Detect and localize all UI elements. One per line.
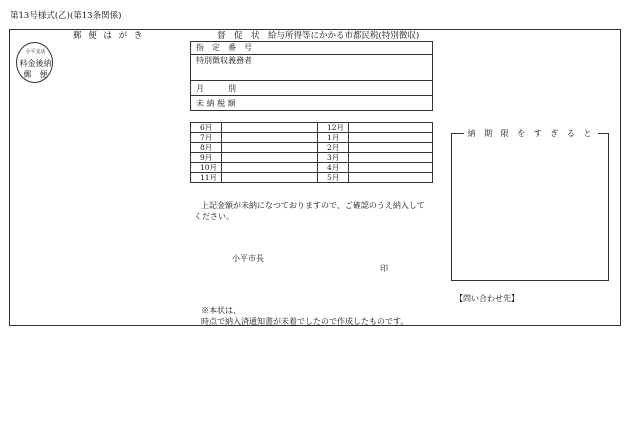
amount-cell xyxy=(222,163,318,173)
deadline-notice-box xyxy=(451,129,609,281)
designation-number-label: 指 定 番 号 xyxy=(191,42,433,55)
note-line-1: ※本状は、 xyxy=(201,306,241,315)
amount-cell xyxy=(222,143,318,153)
amount-cell xyxy=(349,123,433,133)
amount-cell xyxy=(222,123,318,133)
inquiry-label: 【問い合わせ先】 xyxy=(455,294,519,303)
month-row xyxy=(191,163,433,173)
month-cell: 3月 xyxy=(318,153,349,163)
stamp-post: 郵 便 xyxy=(23,70,48,79)
seal-mark: 印 xyxy=(380,264,388,273)
month-cell: 8月 xyxy=(191,143,222,153)
month-label: 月 別 xyxy=(191,81,433,96)
month-cell: 12月 xyxy=(318,123,349,133)
monthly-amount-table xyxy=(190,122,433,183)
form-number-label: 第13号様式(乙)(第13条関係) xyxy=(10,11,122,21)
month-cell: 4月 xyxy=(318,163,349,173)
message-line-2: ください。 xyxy=(194,212,234,221)
note-line-2: 時点で納入済通知書が未着でしたので作成したものです。 xyxy=(201,317,409,326)
month-cell: 1月 xyxy=(318,133,349,143)
month-row xyxy=(191,153,433,163)
stamp-branch: 小平支店 xyxy=(25,49,46,55)
amount-cell xyxy=(222,153,318,163)
stamp-postage-paid: 料金後納 xyxy=(19,59,52,68)
amount-cell xyxy=(222,173,318,183)
month-cell: 6月 xyxy=(191,123,222,133)
month-cell: 10月 xyxy=(191,163,222,173)
amount-cell xyxy=(349,133,433,143)
notice-title: 督 促 状 給与所得等にかかる市都民税(特別徴収) xyxy=(217,31,420,41)
amount-cell xyxy=(349,163,433,173)
month-row xyxy=(191,123,433,133)
amount-cell xyxy=(349,173,433,183)
month-row xyxy=(191,143,433,153)
postage-paid-stamp xyxy=(16,42,53,83)
month-cell: 2月 xyxy=(318,143,349,153)
deadline-title: 納 期 限 を す ぎ る と xyxy=(464,129,599,138)
message-line-1: 上記金額が未納になつておりますので、ご確認のうえ納入して xyxy=(201,201,425,210)
unpaid-tax-label: 未 納 税 額 xyxy=(191,96,433,111)
amount-cell xyxy=(222,133,318,143)
amount-cell xyxy=(349,143,433,153)
taxpayer-info-table xyxy=(190,41,433,111)
month-cell: 7月 xyxy=(191,133,222,143)
withholding-agent-label: 特別徴収義務者 xyxy=(191,55,433,81)
postcard-label: 郵 便 は が き xyxy=(73,31,145,41)
month-row xyxy=(191,133,433,143)
month-cell: 9月 xyxy=(191,153,222,163)
month-row xyxy=(191,173,433,183)
amount-cell xyxy=(349,153,433,163)
month-cell: 5月 xyxy=(318,173,349,183)
month-cell: 11月 xyxy=(191,173,222,183)
mayor-name: 小平市長 xyxy=(232,254,264,263)
